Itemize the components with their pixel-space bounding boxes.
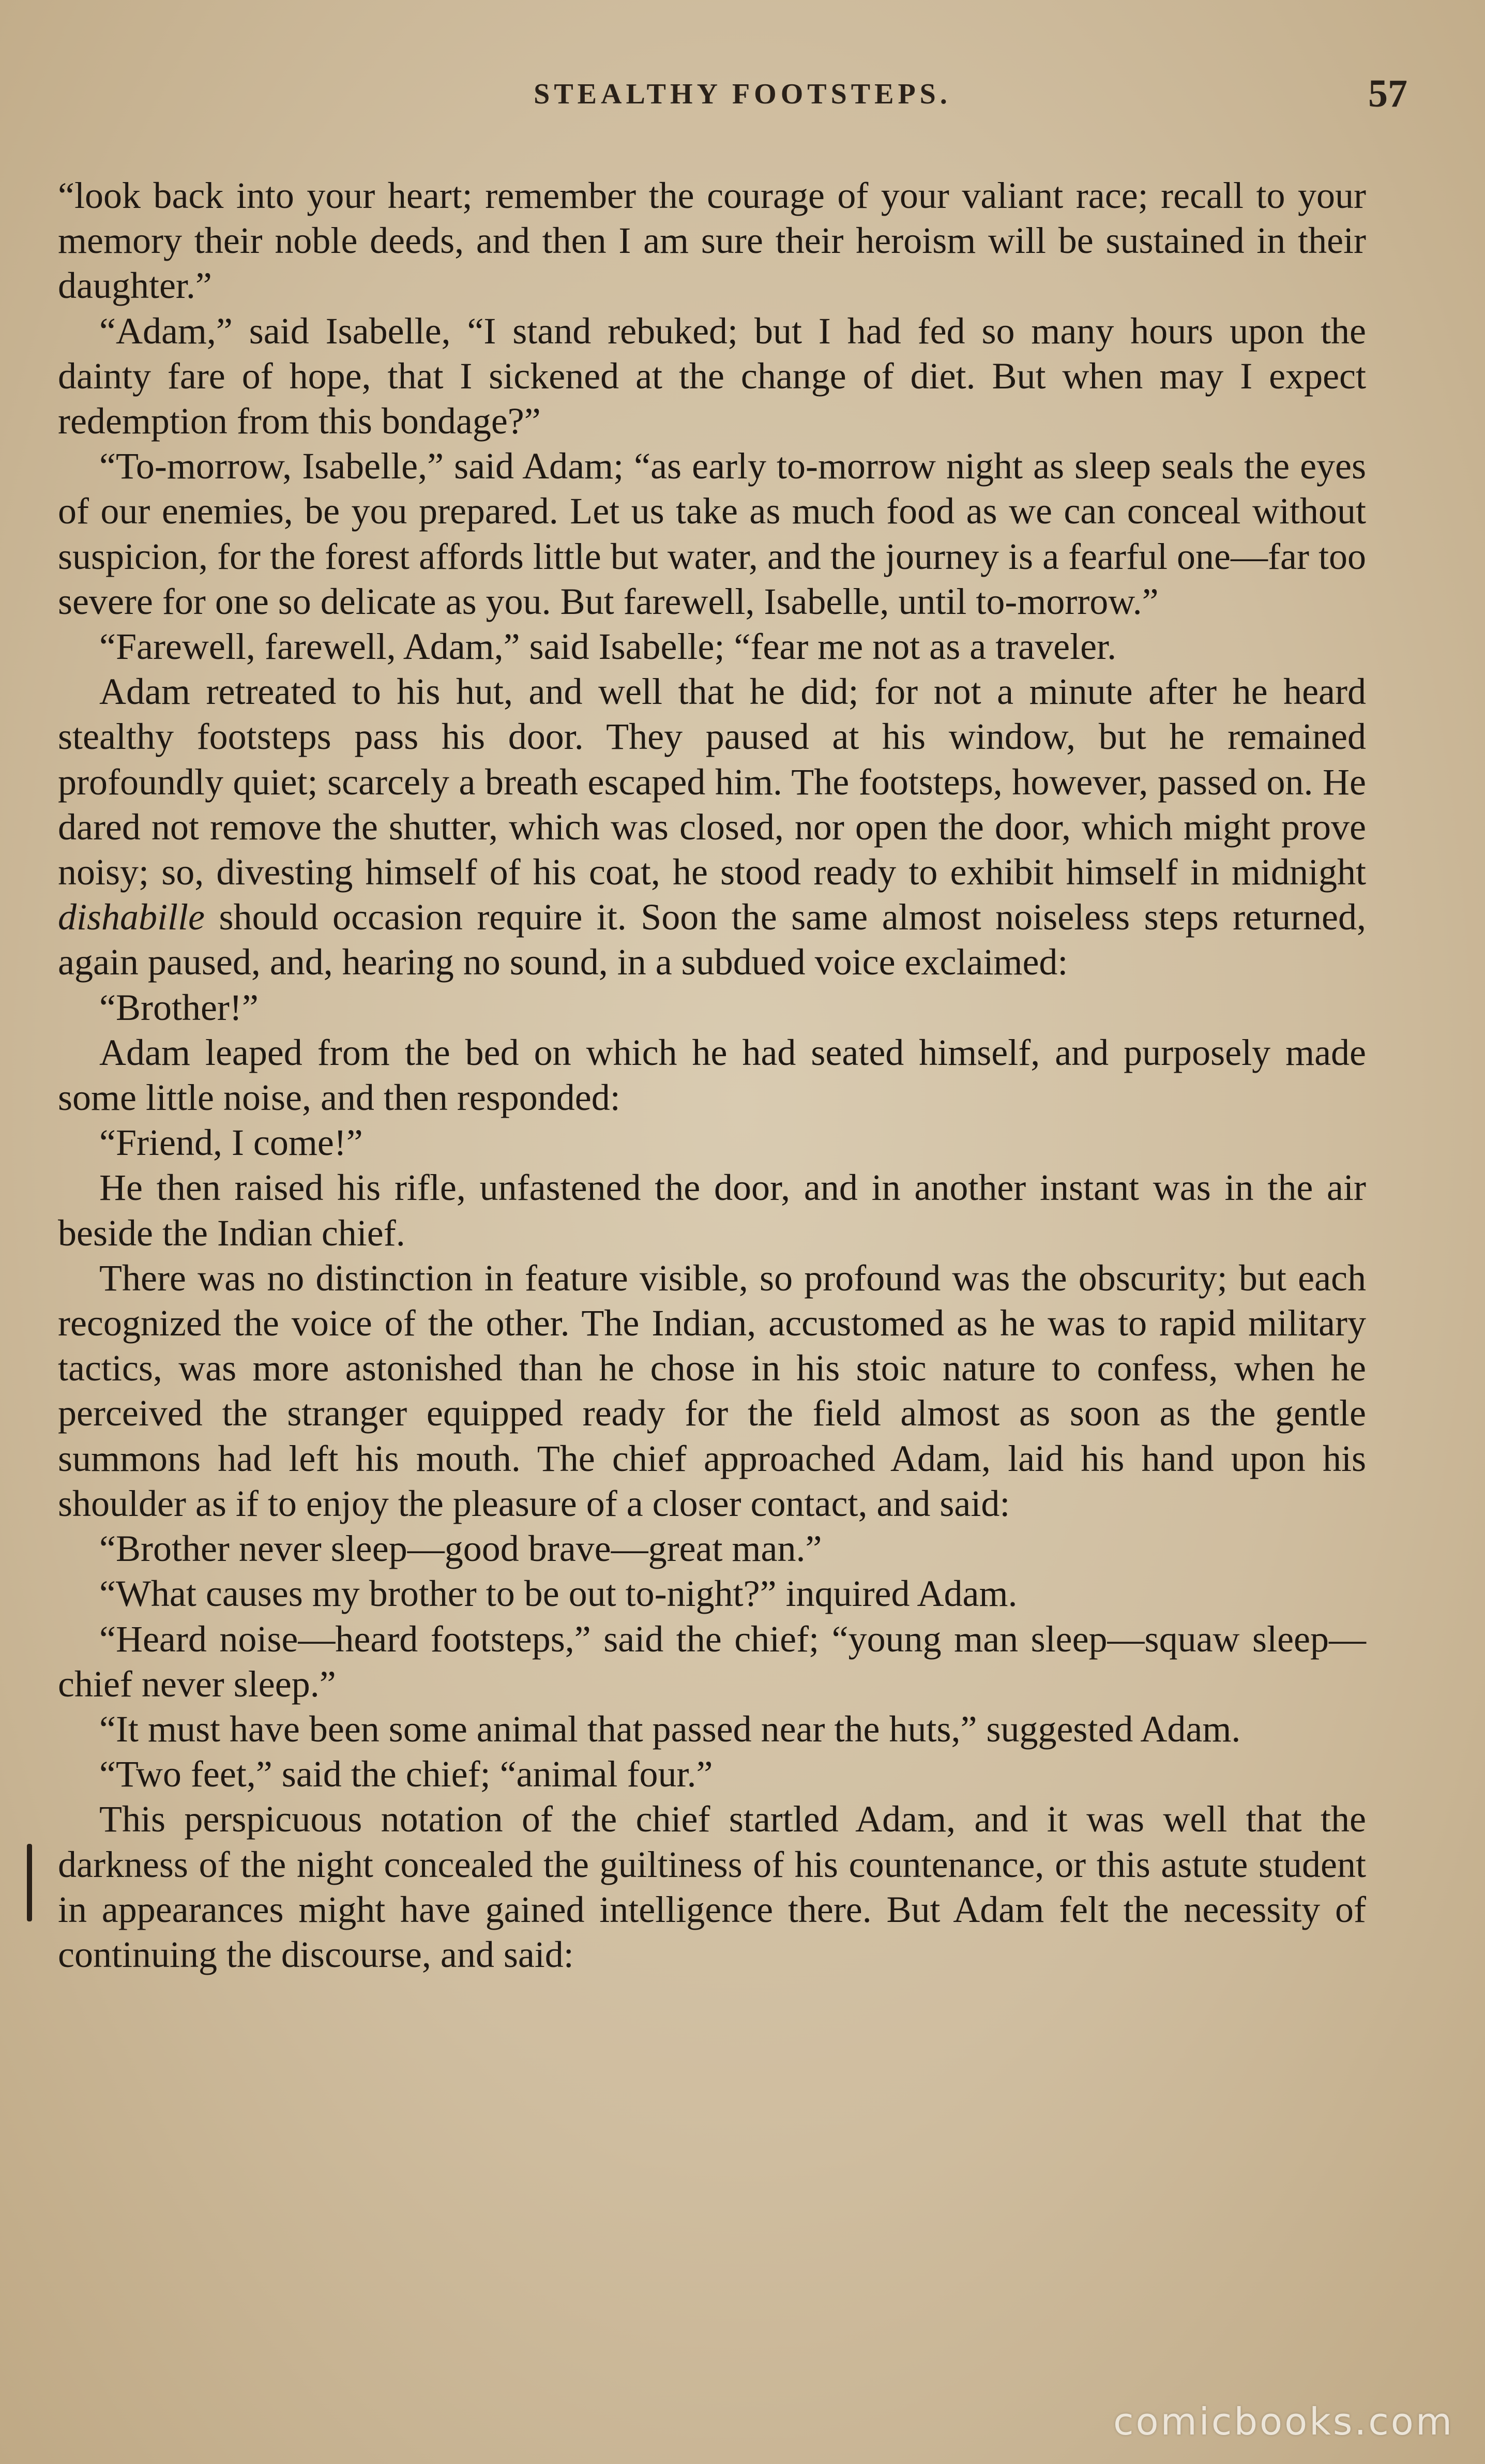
- paragraph-16: This perspicuous notation of the chief startled Adam, and it was well that the darkness of the night concealed the guiltiness of his countenance, or this astute student in appearances might have gained intelligence there. But Adam felt the necessity of continuing the discourse, and said:: [58, 1798, 1366, 1975]
- paragraph-15: “Two feet,” said the chief; “animal four.”: [99, 1753, 713, 1795]
- emphasis-dishabille: dishabille: [58, 896, 205, 938]
- paragraph-3: “To-morrow, Isabelle,” said Adam; “as early to-morrow night as sleep seals the eyes of our enemies, be you prepared. Let us take as much food as we can conceal without suspicion, for the forest affords little but water, and the journey is a fearful one—far too severe for one so delicate as you. But farewell, Isabelle, until to-morrow.”: [58, 445, 1366, 622]
- paragraph-4: “Farewell, farewell, Adam,” said Isabelle; “fear me not as a traveler.: [99, 626, 1117, 668]
- paragraph-5: [58, 669, 1366, 985]
- paragraph-2: “Adam,” said Isabelle, “I stand rebuked; but I had fed so many hours upon the dainty fare of hope, that I sickened at the change of diet. But when may I expect redemption from this bondage?”: [58, 310, 1366, 442]
- paragraph-13: “Heard noise—heard footsteps,” said the chief; “young man sleep—squaw sleep—chief never sleep.”: [58, 1618, 1366, 1705]
- paragraph-10: There was no distinction in feature visible, so profound was the obscurity; but each recognized the voice of the other. The Indian, accustomed as he was to rapid military tactics, was more astonished than he chose in his stoic nature to confess, when he perceived the stranger equipped ready for the field almost as soon as the gentle summons had left his mouth. The chief approached Adam, laid his hand upon his shoulder as if to enjoy the pleasure of a closer contact, and said:: [58, 1257, 1366, 1524]
- watermark: comicbooks.com: [1113, 2400, 1454, 2443]
- paragraph-9: He then raised his rifle, unfastened the door, and in another instant was in the air beside the Indian chief.: [58, 1167, 1366, 1254]
- paragraph-11: “Brother never sleep—good brave—great man.”: [99, 1528, 822, 1570]
- paragraph-5-text: Adam retreated to his hut, and well that he did; for not a minute after he heard stealthy footsteps pass his door. They paused at his window, but he remained profoundly quiet; scarcely a breath escaped him. The footsteps, however, passed on. He dared not remove the shutter, which was closed, nor open the door, which might prove noisy; so, divesting himself of his coat, he stood ready to exhibit himself in midnight: [58, 671, 1366, 893]
- paragraph-12: “What causes my brother to be out to-night?” inquired Adam.: [99, 1573, 1018, 1615]
- running-head: STEALTHY FOOTSTEPS.: [534, 78, 951, 110]
- body-text: [58, 173, 1366, 1977]
- paragraph-8: “Friend, I come!”: [99, 1122, 363, 1164]
- paragraph-7: Adam leaped from the bed on which he had seated himself, and purposely made some little noise, and then responded:: [58, 1031, 1366, 1119]
- margin-mark: [27, 1844, 32, 1921]
- paragraph-5-text-cont: should occasion require it. Soon the same almost noiseless steps returned, again paused, and, hearing no sound, in a subdued voice exclaimed:: [58, 896, 1367, 983]
- paragraph-1: “look back into your heart; remember the courage of your valiant race; recall to your memory their noble deeds, and then I am sure their heroism will be sustained in their daughter.”: [58, 175, 1366, 307]
- paragraph-14: “It must have been some animal that passed near the huts,” suggested Adam.: [99, 1708, 1241, 1750]
- page-number: 57: [1368, 72, 1407, 115]
- page-header: [57, 72, 1428, 129]
- paragraph-6: “Brother!”: [99, 986, 259, 1028]
